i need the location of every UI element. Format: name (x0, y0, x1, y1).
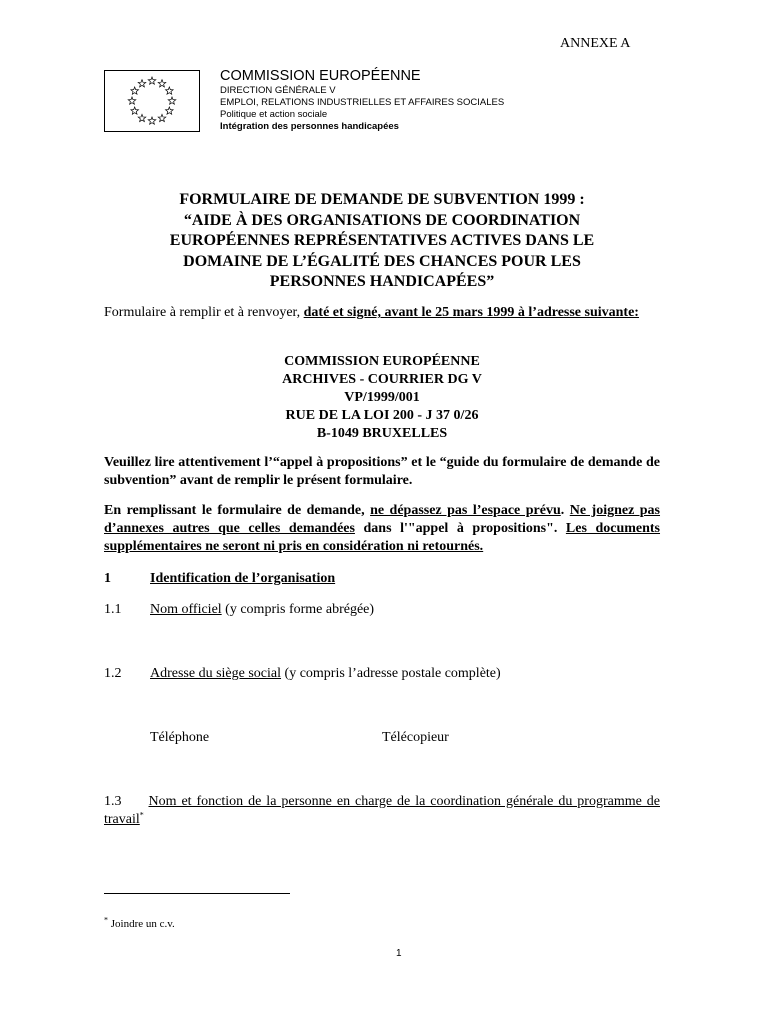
address-line: VP/1999/001 (344, 390, 420, 405)
policy: Politique et action sociale (220, 109, 328, 120)
section-1-3-label (104, 793, 660, 829)
field-label: Nom officiel (150, 602, 222, 617)
star-icon (131, 87, 139, 94)
form-title (104, 190, 660, 293)
intro-deadline: daté et signé, avant le 25 mars 1999 à l’adresse suivante: (303, 305, 639, 320)
title-line: “AIDE À DES ORGANISATIONS DE COORDINATION (183, 211, 581, 229)
footnote-marker: * (139, 810, 144, 820)
section-1-1-label (150, 601, 374, 619)
field-hint: (y compris forme abrégée) (221, 602, 375, 617)
footnote-marker: * (104, 915, 108, 925)
notice-text: ne dépassez pas l’espace prévu (370, 503, 561, 518)
title-line: PERSONNES HANDICAPÉES” (269, 273, 495, 290)
star-icon (158, 114, 166, 121)
intro-paragraph (104, 304, 660, 322)
star-icon (148, 77, 156, 84)
section-1-number: 1 (104, 571, 111, 586)
star-icon (128, 97, 136, 104)
title-line: DOMAINE DE L’ÉGALITÉ DES CHANCES POUR LES (183, 252, 581, 270)
intro-text: Formulaire à remplir et à renvoyer, (104, 305, 304, 320)
star-icon (148, 117, 156, 124)
section-1-1-number: 1.1 (104, 602, 122, 617)
title-line: EUROPÉENNES REPRÉSENTATIVES ACTIVES DANS LE (169, 232, 595, 249)
star-icon (168, 97, 176, 104)
phone-label: Téléphone (150, 730, 210, 745)
footnote-text: Joindre un c.v. (108, 918, 175, 930)
eu-flag-logo (104, 70, 200, 132)
notice-text: Les documents supplémentaires ne seront ni pris en considération ni retournés. (104, 521, 661, 554)
title-line: FORMULAIRE DE DEMANDE DE SUBVENTION 1999 : (179, 191, 585, 208)
footnote (104, 915, 175, 930)
section-1-2-number: 1.2 (104, 666, 122, 681)
star-icon (138, 114, 146, 121)
star-icon (166, 87, 174, 94)
page-number: 1 (396, 948, 402, 959)
address-line: COMMISSION EUROPÉENNE (284, 354, 480, 369)
unit: Intégration des personnes handicapées (220, 121, 399, 132)
section-1-2-label (150, 665, 501, 683)
star-icon (131, 107, 139, 114)
notice-text: . (560, 503, 570, 518)
notice-text: En remplissant le formulaire de demande, (104, 503, 371, 518)
issuer-block (220, 68, 504, 133)
space-notice (104, 502, 660, 556)
mailing-address (104, 353, 660, 443)
department: EMPLOI, RELATIONS INDUSTRIELLES ET AFFAIRES SOCIALES (220, 97, 505, 108)
field-hint: (y compris l’adresse postale complète) (281, 666, 501, 681)
field-label: Nom et fonction de la personne en charge de la coordination générale du programme de travail (104, 794, 660, 827)
notice-text: Ne joignez pas d’annexes autres que celles demandées (104, 503, 661, 536)
footnote-divider (104, 893, 290, 894)
field-label: Adresse du siège social (150, 666, 282, 681)
section-1-3-number: 1.3 (104, 794, 122, 809)
star-icon (158, 80, 166, 87)
star-icon (138, 80, 146, 87)
org-name: COMMISSION EUROPÉENNE (220, 68, 421, 84)
section-1-heading: Identification de l’organisation (150, 571, 336, 586)
eu-stars-icon (105, 71, 199, 131)
fax-label: Télécopieur (382, 730, 449, 745)
address-line: ARCHIVES - COURRIER DG V (282, 372, 482, 387)
annex-label: ANNEXE A (560, 36, 631, 51)
address-line: RUE DE LA LOI 200 - J 37 0/26 (285, 408, 479, 423)
directorate: DIRECTION GÉNÉRALE V (220, 85, 336, 96)
notice-text: dans l'"appel à propositions". (354, 521, 566, 536)
address-line: B-1049 BRUXELLES (316, 426, 448, 441)
star-icon (166, 107, 174, 114)
reading-notice: Veuillez lire attentivement l’“appel à propositions” et le “guide du formulaire de demande de subvention” avant de remplir le présent formulaire. (104, 455, 660, 488)
